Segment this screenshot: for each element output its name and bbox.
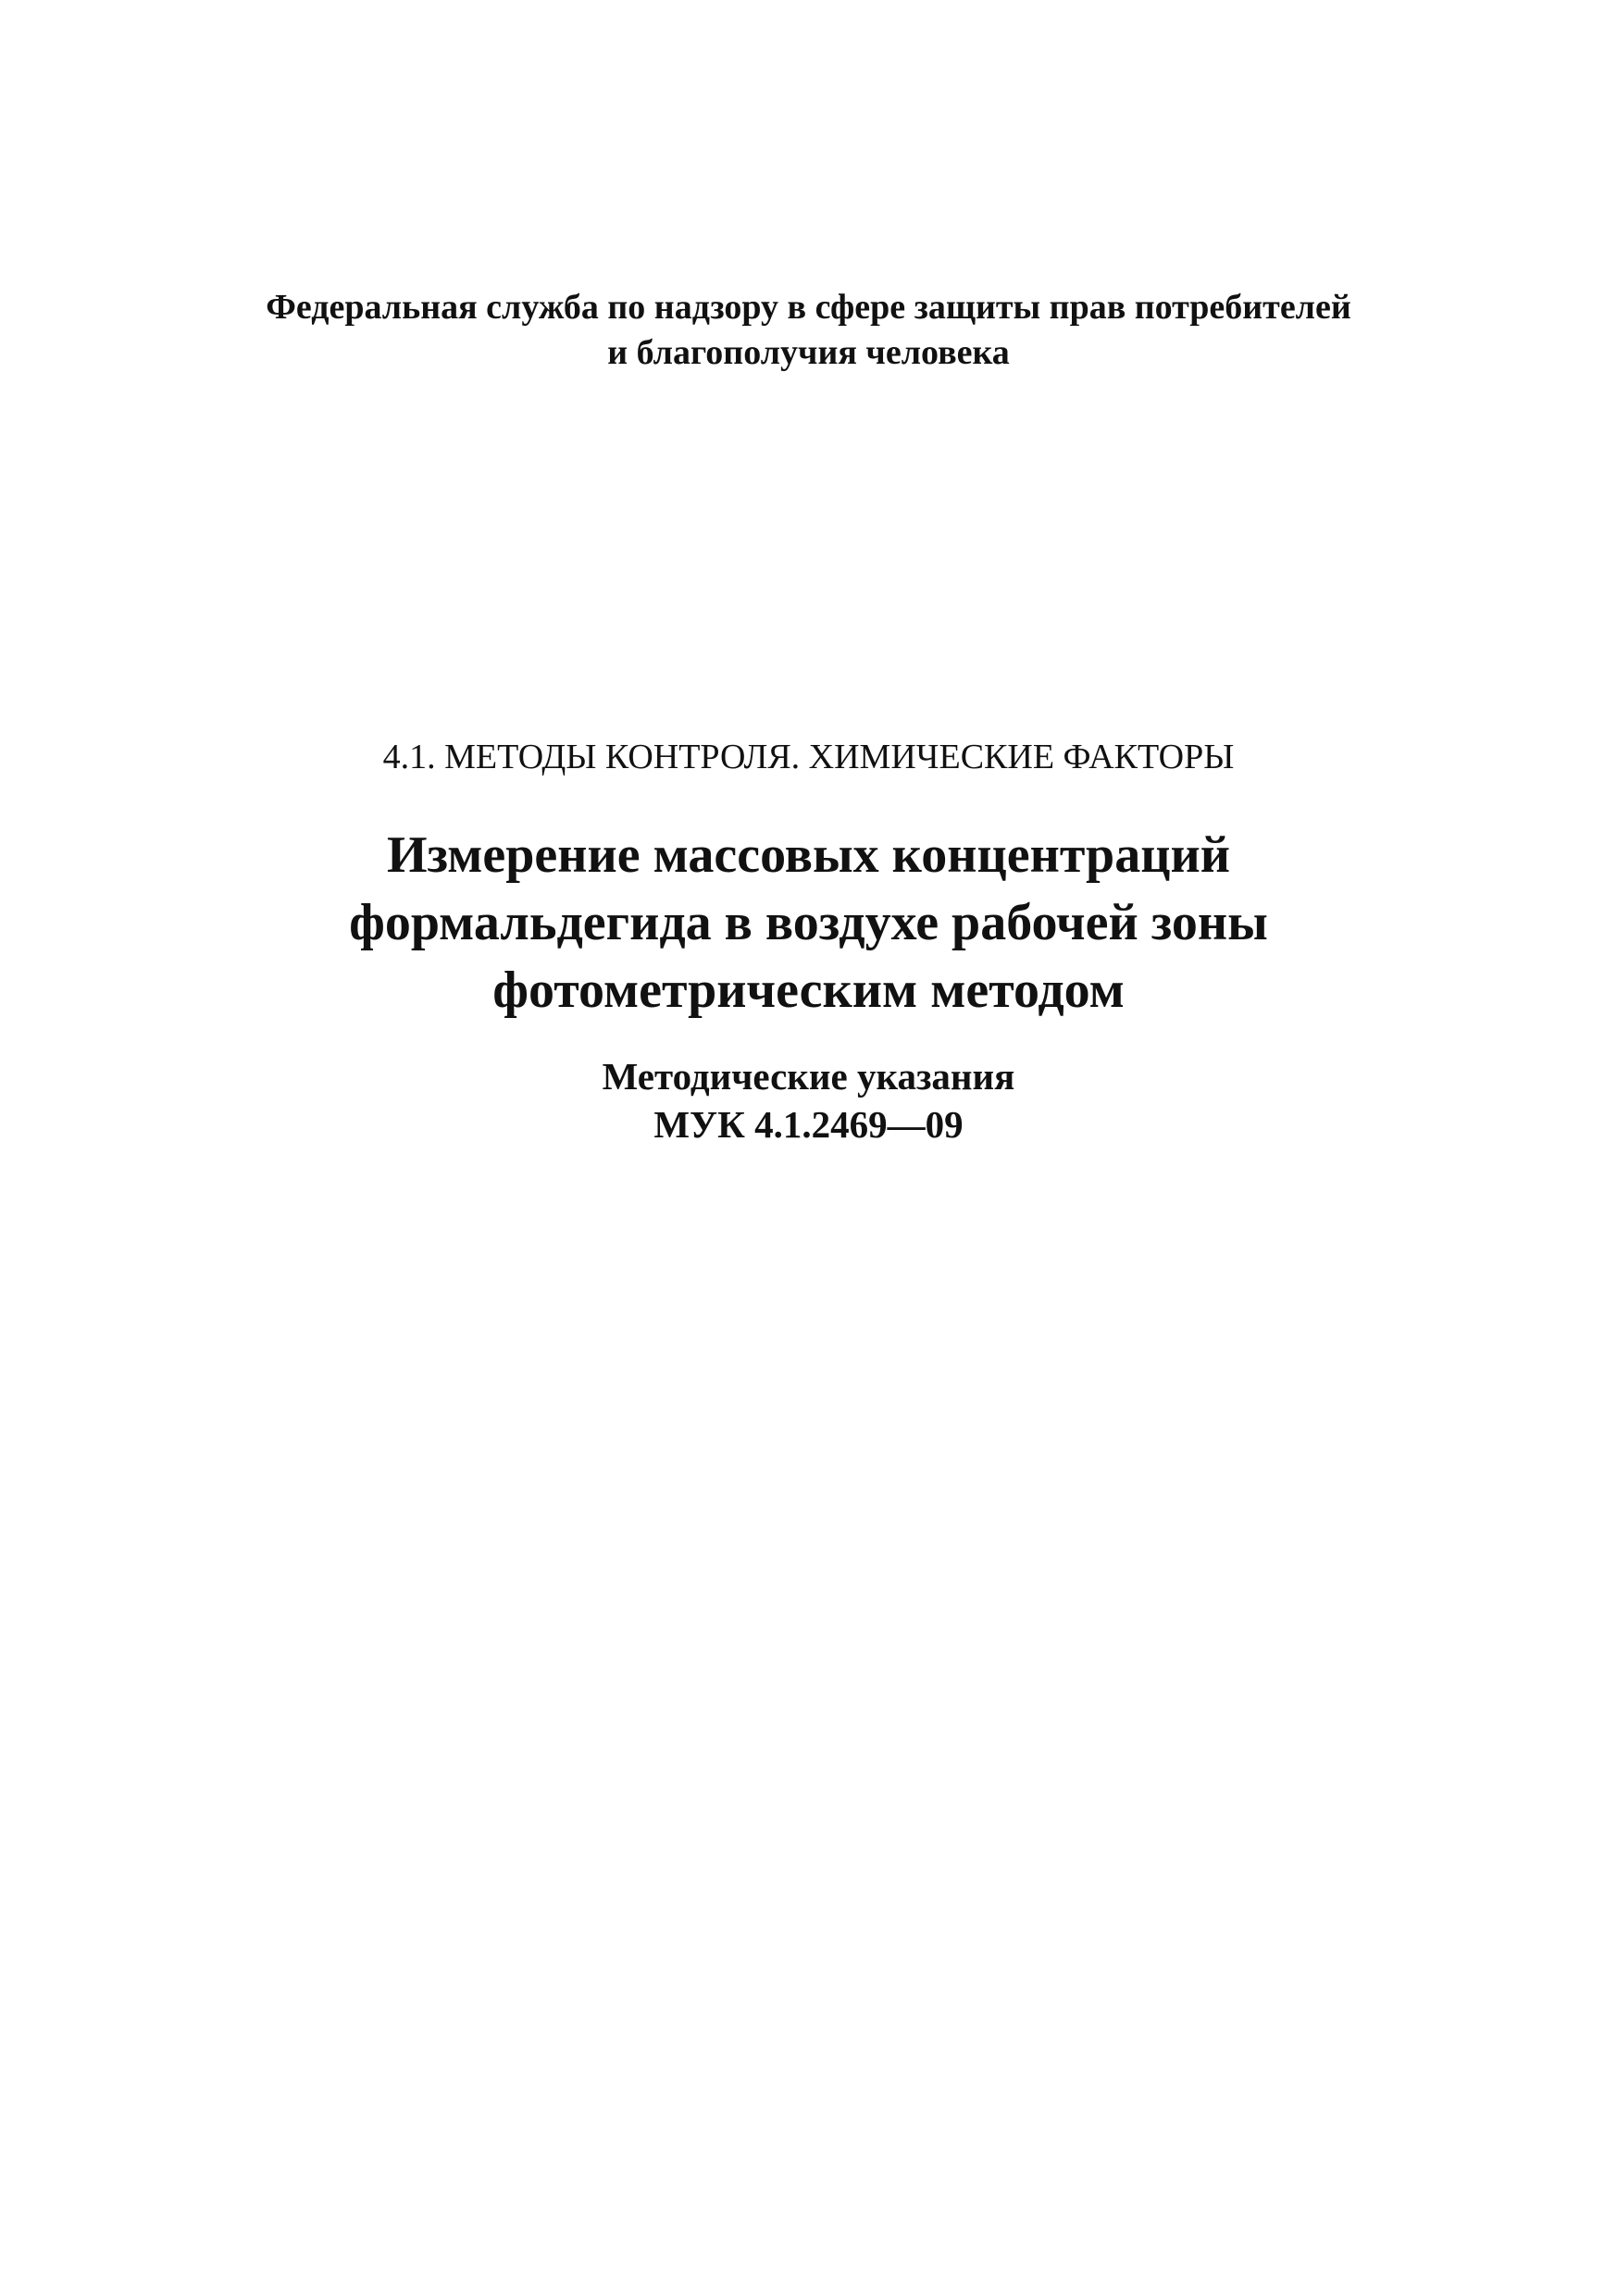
- document-title-line-1: Измерение массовых концентраций: [386, 826, 1230, 884]
- section-heading: 4.1. МЕТОДЫ КОНТРОЛЯ. ХИМИЧЕСКИЕ ФАКТОРЫ: [382, 738, 1235, 776]
- agency-name-line-1: Федеральная служба по надзору в сфере защиты прав потребителей: [266, 288, 1351, 327]
- document-type: [0, 1052, 1617, 1148]
- agency-name-line-2: и благополучия человека: [607, 333, 1010, 372]
- document-type-label: Методические указания: [602, 1055, 1015, 1098]
- agency-name: [0, 285, 1617, 376]
- document-title: [0, 822, 1617, 1024]
- document-title-line-3: фотометрическим методом: [492, 962, 1125, 1019]
- document-number: МУК 4.1.2469—09: [653, 1103, 964, 1146]
- document-title-line-2: формальдегида в воздухе рабочей зоны: [349, 894, 1268, 951]
